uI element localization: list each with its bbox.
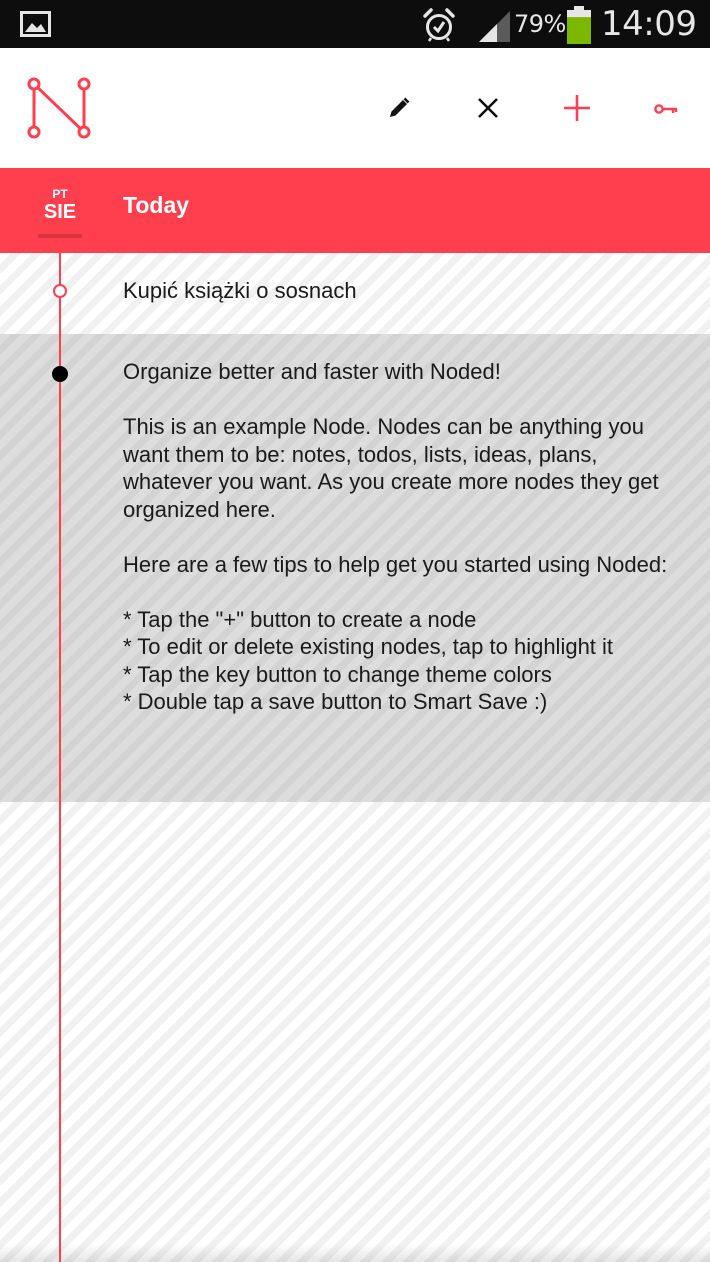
node-marker (53, 284, 67, 298)
battery-icon (566, 6, 592, 48)
node-paragraph: Here are a few tips to help get you started using Noded: (123, 551, 668, 577)
edit-button[interactable] (379, 90, 419, 130)
key-icon (654, 101, 678, 120)
node-tip: * Tap the key button to change theme colors (123, 661, 552, 687)
node-body (123, 358, 683, 716)
alarm-clock-icon (421, 7, 457, 47)
node-heading: Organize better and faster with Noded! (123, 359, 501, 384)
timeline-line (59, 253, 61, 1262)
status-bar (0, 0, 710, 48)
node-tip-list (123, 606, 683, 716)
date-header (0, 168, 710, 253)
month-label: SIE (43, 201, 77, 223)
node-tip: * To edit or delete existing nodes, tap to highlight it (123, 634, 614, 659)
date-underline (38, 234, 82, 238)
node-paragraph: This is an example Node. Nodes can be anything you want them to be: notes, todos, lists, ideas, plans, whatever you want. As you create more nodes they get organized here. (123, 414, 659, 522)
theme-key-button[interactable] (646, 90, 686, 130)
node-title: Kupić książki o sosnach (123, 278, 357, 303)
clock: 14:09 (601, 4, 697, 44)
plus-icon (563, 94, 591, 126)
node-tip: * Double tap a save button to Smart Save :) (123, 689, 548, 714)
battery-percent: 79% (514, 10, 566, 38)
day-title: Today (123, 192, 190, 218)
bottom-shadow (0, 1244, 710, 1262)
add-node-button[interactable] (557, 90, 597, 130)
gallery-icon (20, 11, 51, 41)
node-item-selected[interactable] (0, 334, 710, 802)
signal-icon (477, 9, 511, 47)
app-bar (0, 48, 710, 168)
pencil-icon (387, 96, 411, 124)
node-tip: * Tap the "+" button to create a node (123, 606, 477, 632)
close-icon (476, 96, 500, 124)
weekday-label: PT (52, 187, 68, 201)
node-marker-selected (52, 366, 68, 382)
node-item[interactable] (0, 253, 710, 334)
noded-logo-icon (26, 76, 92, 144)
delete-button[interactable] (468, 90, 508, 130)
